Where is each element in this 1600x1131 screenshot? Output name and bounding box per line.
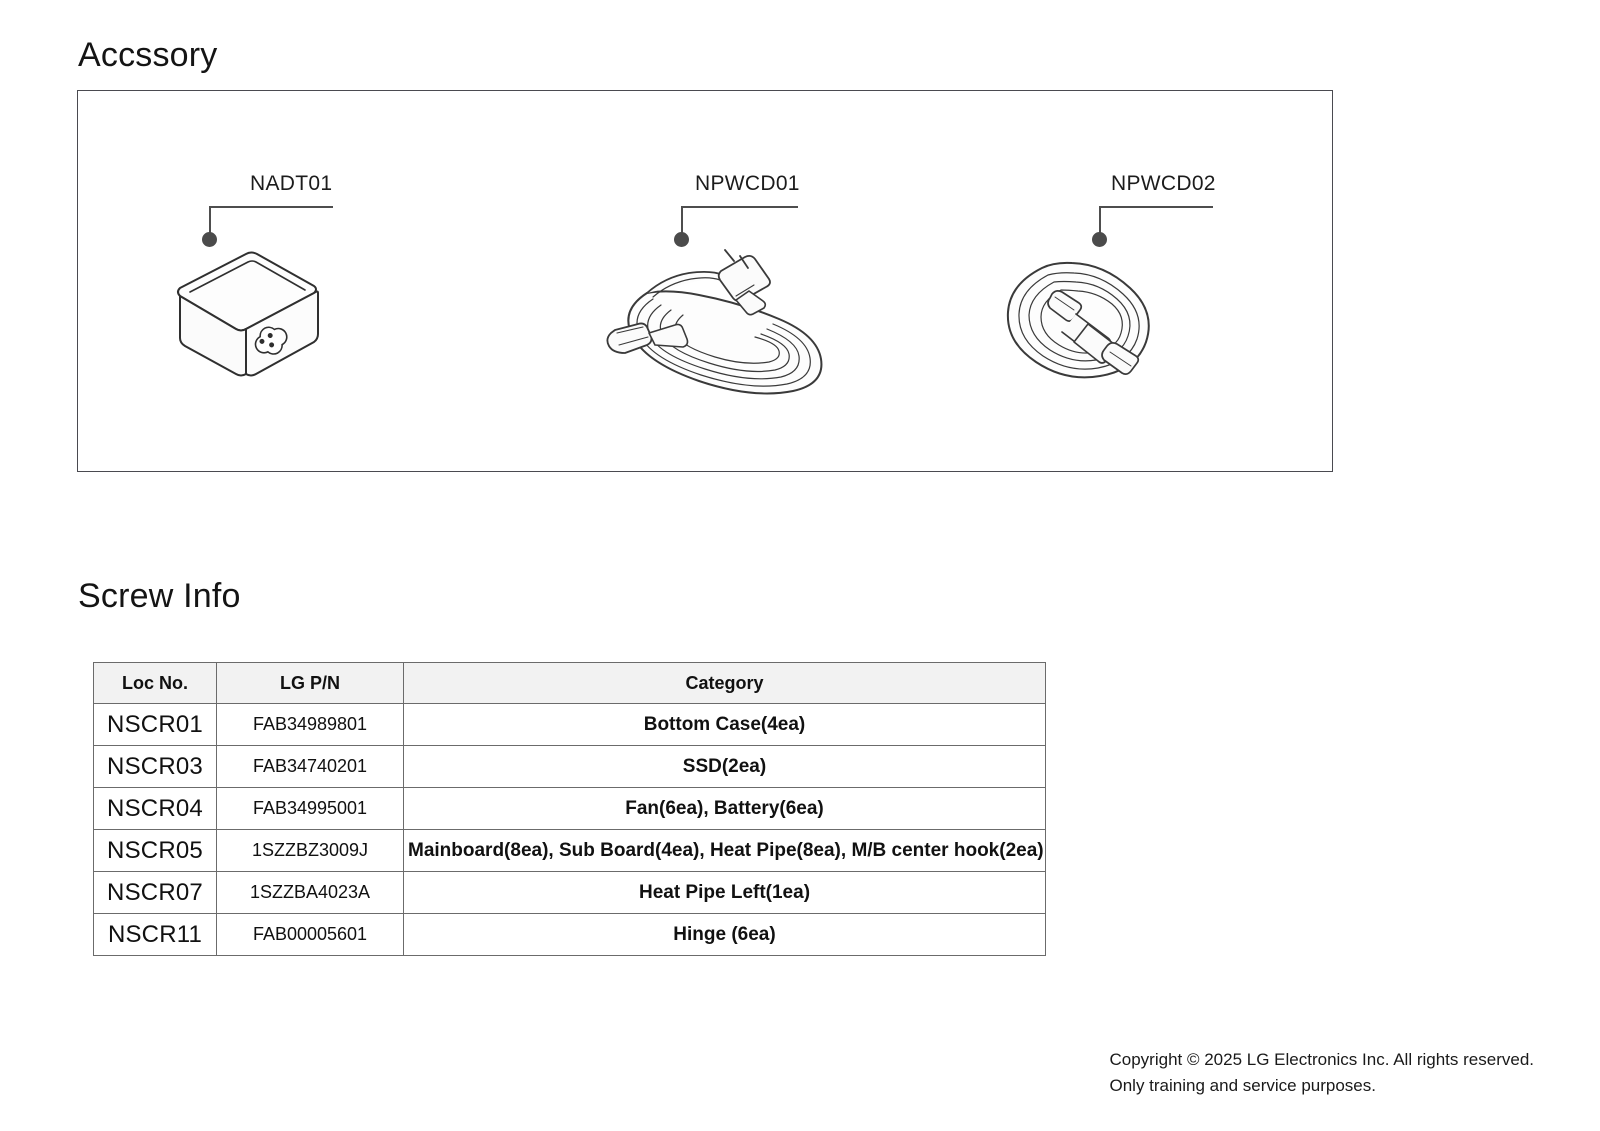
table-row	[94, 914, 1046, 956]
cell-lg-pn: FAB34989801	[217, 704, 404, 746]
cell-category: Mainboard(8ea), Sub Board(4ea), Heat Pipe(8ea), M/B center hook(2ea)	[404, 830, 1046, 872]
column-header-lg-pn: LG P/N	[217, 663, 404, 704]
callout-leader-horizontal	[1099, 206, 1213, 208]
callout-leader-horizontal	[681, 206, 798, 208]
accessory-item-usb-cable	[928, 91, 1334, 471]
accessory-item-power-cord	[498, 91, 928, 471]
callout-label-nadt01: NADT01	[250, 172, 333, 195]
copyright-footer	[1110, 1047, 1535, 1099]
cell-category: Fan(6ea), Battery(6ea)	[404, 788, 1046, 830]
cell-loc-no: NSCR01	[94, 704, 217, 746]
page-title-accessory: Accssory	[78, 36, 218, 74]
column-header-loc-no: Loc No.	[94, 663, 217, 704]
table-row	[94, 830, 1046, 872]
table-header-row	[94, 663, 1046, 704]
table-row	[94, 704, 1046, 746]
cell-category: Bottom Case(4ea)	[404, 704, 1046, 746]
table-row	[94, 788, 1046, 830]
cell-loc-no: NSCR04	[94, 788, 217, 830]
callout-label-npwcd01: NPWCD01	[695, 172, 800, 195]
copyright-line-1: Copyright © 2025 LG Electronics Inc. All rights reserved.	[1109, 1050, 1534, 1069]
page-title-screw-info: Screw Info	[78, 577, 241, 615]
cell-lg-pn: FAB34995001	[217, 788, 404, 830]
cell-lg-pn: 1SZZBA4023A	[217, 872, 404, 914]
table-row	[94, 746, 1046, 788]
power-cord-icon	[603, 241, 843, 406]
cell-loc-no: NSCR07	[94, 872, 217, 914]
callout-leader-horizontal	[209, 206, 333, 208]
cell-loc-no: NSCR03	[94, 746, 217, 788]
accessory-illustration-panel	[77, 90, 1333, 472]
table-row	[94, 872, 1046, 914]
callout-dot	[1092, 232, 1107, 247]
callout-dot	[202, 232, 217, 247]
cell-lg-pn: FAB34740201	[217, 746, 404, 788]
screw-info-table	[93, 662, 1046, 956]
cell-lg-pn: FAB00005601	[217, 914, 404, 956]
column-header-category: Category	[404, 663, 1046, 704]
cell-category: SSD(2ea)	[404, 746, 1046, 788]
ac-adapter-icon	[118, 246, 328, 411]
copyright-line-2: Only training and service purposes.	[1109, 1076, 1376, 1095]
cell-category: Heat Pipe Left(1ea)	[404, 872, 1046, 914]
cell-loc-no: NSCR05	[94, 830, 217, 872]
callout-label-npwcd02: NPWCD02	[1111, 172, 1216, 195]
accessory-item-adapter	[78, 91, 498, 471]
cell-loc-no: NSCR11	[94, 914, 217, 956]
usb-c-cable-icon	[996, 246, 1196, 401]
cell-category: Hinge (6ea)	[404, 914, 1046, 956]
cell-lg-pn: 1SZZBZ3009J	[217, 830, 404, 872]
